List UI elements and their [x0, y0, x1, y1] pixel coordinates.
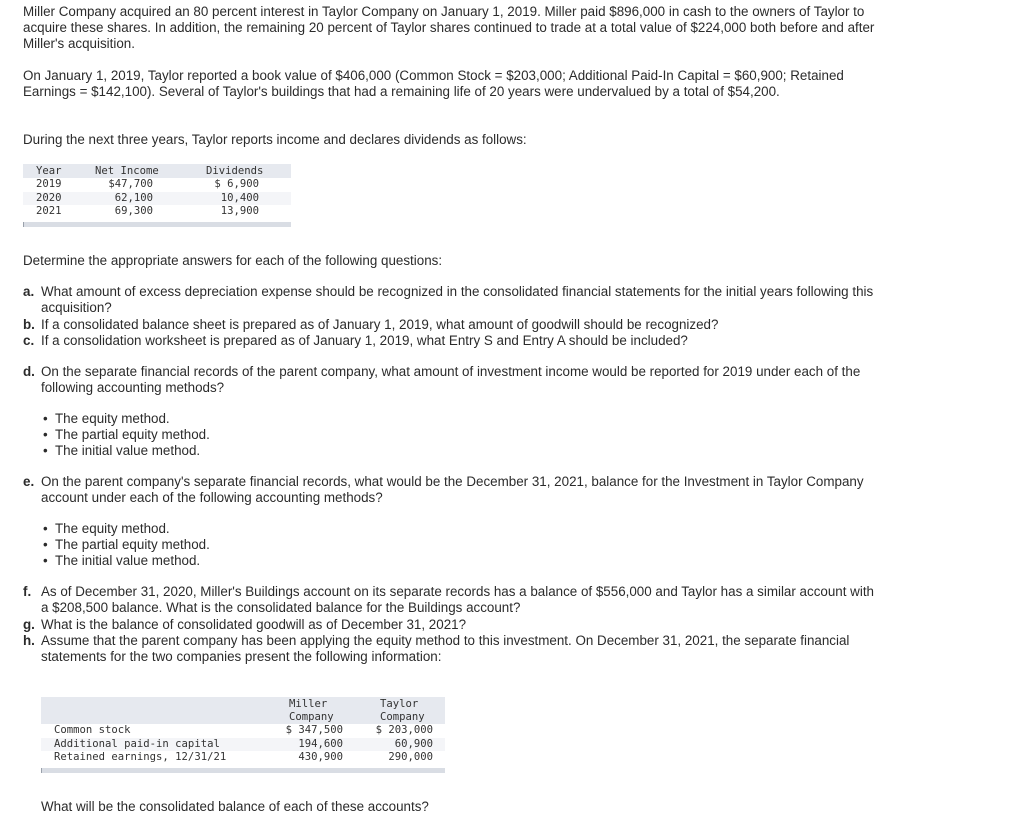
- list-item-text: The initial value method.: [55, 553, 201, 568]
- table-footer-bar: [41, 768, 445, 773]
- list-item-text: The partial equity method.: [55, 427, 210, 442]
- cell-dividends: 13,900: [220, 205, 259, 217]
- question-b: [23, 317, 883, 333]
- table-row: [41, 724, 445, 738]
- table-header: [41, 697, 445, 724]
- cell-net-income: 62,100: [114, 191, 153, 204]
- table-row: [41, 738, 445, 752]
- question-a: [23, 284, 883, 315]
- header-taylor-line1: Taylor: [380, 698, 419, 710]
- question-f: [23, 584, 883, 615]
- question-text: As of December 31, 2020, Miller's Buildings account on its separate records has a balance of $556,000 and Taylor has a similar account with a $208,500 balance. What is the consolidated balance for the Buildings account?: [41, 584, 874, 615]
- cell-account: Retained earnings, 12/31/21: [54, 751, 227, 763]
- question-letter: g.: [23, 617, 35, 632]
- question-letter: h.: [23, 633, 35, 648]
- question-d: [23, 364, 883, 395]
- header-miller-line2: Company: [289, 711, 334, 723]
- question-text: On the separate financial records of the parent company, what amount of investment income would be reported for 2019 under each of the following accounting methods?: [41, 364, 861, 395]
- list-item: • The initial value method.: [43, 553, 201, 568]
- closing-question: What will be the consolidated balance of each of these accounts?: [41, 799, 429, 814]
- table-footer-bar: [23, 222, 291, 227]
- question-h: [23, 633, 883, 664]
- cell-miller: 194,600: [298, 737, 343, 750]
- list-item-text: The equity method.: [55, 521, 170, 536]
- cell-taylor: 60,900: [394, 737, 433, 750]
- cell-taylor: $ 203,000: [375, 724, 433, 736]
- question-text: If a consolidation worksheet is prepared as of January 1, 2019, what Entry S and Entry A should be included?: [41, 333, 688, 348]
- list-item: • The partial equity method.: [43, 537, 210, 552]
- income-dividends-table: [23, 164, 291, 227]
- question-letter: b.: [23, 317, 35, 332]
- intro-paragraph-3: During the next three years, Taylor reports income and declares dividends as follows:: [23, 132, 527, 147]
- cell-miller: $ 347,500: [285, 724, 343, 736]
- intro-paragraph-2: On January 1, 2019, Taylor reported a book value of $406,000 (Common Stock = $203,000; Additional Paid-In Capital = $60,900; Retained Earnings = $142,100). Several of Taylor's buildings that had a remaining life of 20 years were undervalued by a total of $54,200.: [23, 68, 844, 99]
- list-item: • The partial equity method.: [43, 427, 210, 442]
- equity-accounts-table: [41, 697, 445, 773]
- question-c: [23, 333, 883, 349]
- question-letter: a.: [23, 284, 35, 299]
- question-text: Assume that the parent company has been applying the equity method to this investment. On December 31, 2021, the separate financial statements for the two companies present the following information:: [41, 633, 850, 664]
- header-miller-line1: Miller: [289, 698, 328, 710]
- cell-account: Additional paid-in capital: [54, 737, 220, 750]
- question-letter: c.: [23, 333, 35, 348]
- question-g: [23, 617, 883, 633]
- header-net-income: Net Income: [95, 165, 159, 177]
- list-item: • The initial value method.: [43, 443, 201, 458]
- cell-miller: 430,900: [298, 751, 343, 763]
- questions-intro: Determine the appropriate answers for each of the following questions:: [23, 253, 443, 268]
- cell-year: 2020: [36, 191, 62, 204]
- cell-dividends: $ 6,900: [214, 178, 259, 190]
- question-letter: e.: [23, 474, 35, 489]
- cell-year: 2019: [36, 178, 62, 190]
- question-letter: f.: [23, 584, 32, 599]
- table-row: [41, 751, 445, 765]
- list-item-text: The partial equity method.: [55, 537, 210, 552]
- question-text: What amount of excess depreciation expense should be recognized in the consolidated financial statements for the initial years following this acquisition?: [41, 284, 874, 315]
- cell-net-income: 69,300: [114, 205, 153, 217]
- table-row: [23, 178, 291, 192]
- cell-year: 2021: [36, 205, 62, 217]
- list-item: • The equity method.: [43, 411, 170, 426]
- question-letter: d.: [23, 364, 35, 379]
- header-dividends: Dividends: [206, 165, 264, 177]
- header-year: Year: [36, 165, 62, 177]
- table-header: [23, 164, 291, 178]
- cell-taylor: 290,000: [388, 751, 433, 763]
- question-text: What is the balance of consolidated goodwill as of December 31, 2021?: [41, 617, 467, 632]
- question-e: [23, 474, 883, 505]
- question-text: On the parent company's separate financial records, what would be the December 31, 2021, balance for the Investment in Taylor Company account under each of the following accounting methods?: [41, 474, 864, 505]
- list-item: • The equity method.: [43, 521, 170, 536]
- question-text: If a consolidated balance sheet is prepared as of January 1, 2019, what amount of goodwill should be recognized?: [41, 317, 719, 332]
- cell-account: Common stock: [54, 724, 131, 736]
- header-taylor-line2: Company: [380, 711, 425, 723]
- list-item-text: The equity method.: [55, 411, 170, 426]
- cell-net-income: $47,700: [108, 178, 153, 190]
- cell-dividends: 10,400: [220, 191, 259, 204]
- intro-paragraph-1: Miller Company acquired an 80 percent interest in Taylor Company on January 1, 2019. Miller paid $896,000 in cash to the owners of Taylor to acquire these shares. In addition, the remaining 20 percent of Taylor shares continued to trade at a total value of $224,000 both before and after Miller's acquisition.: [23, 4, 875, 51]
- table-row: [23, 205, 291, 219]
- list-item-text: The initial value method.: [55, 443, 201, 458]
- table-row: [23, 192, 291, 206]
